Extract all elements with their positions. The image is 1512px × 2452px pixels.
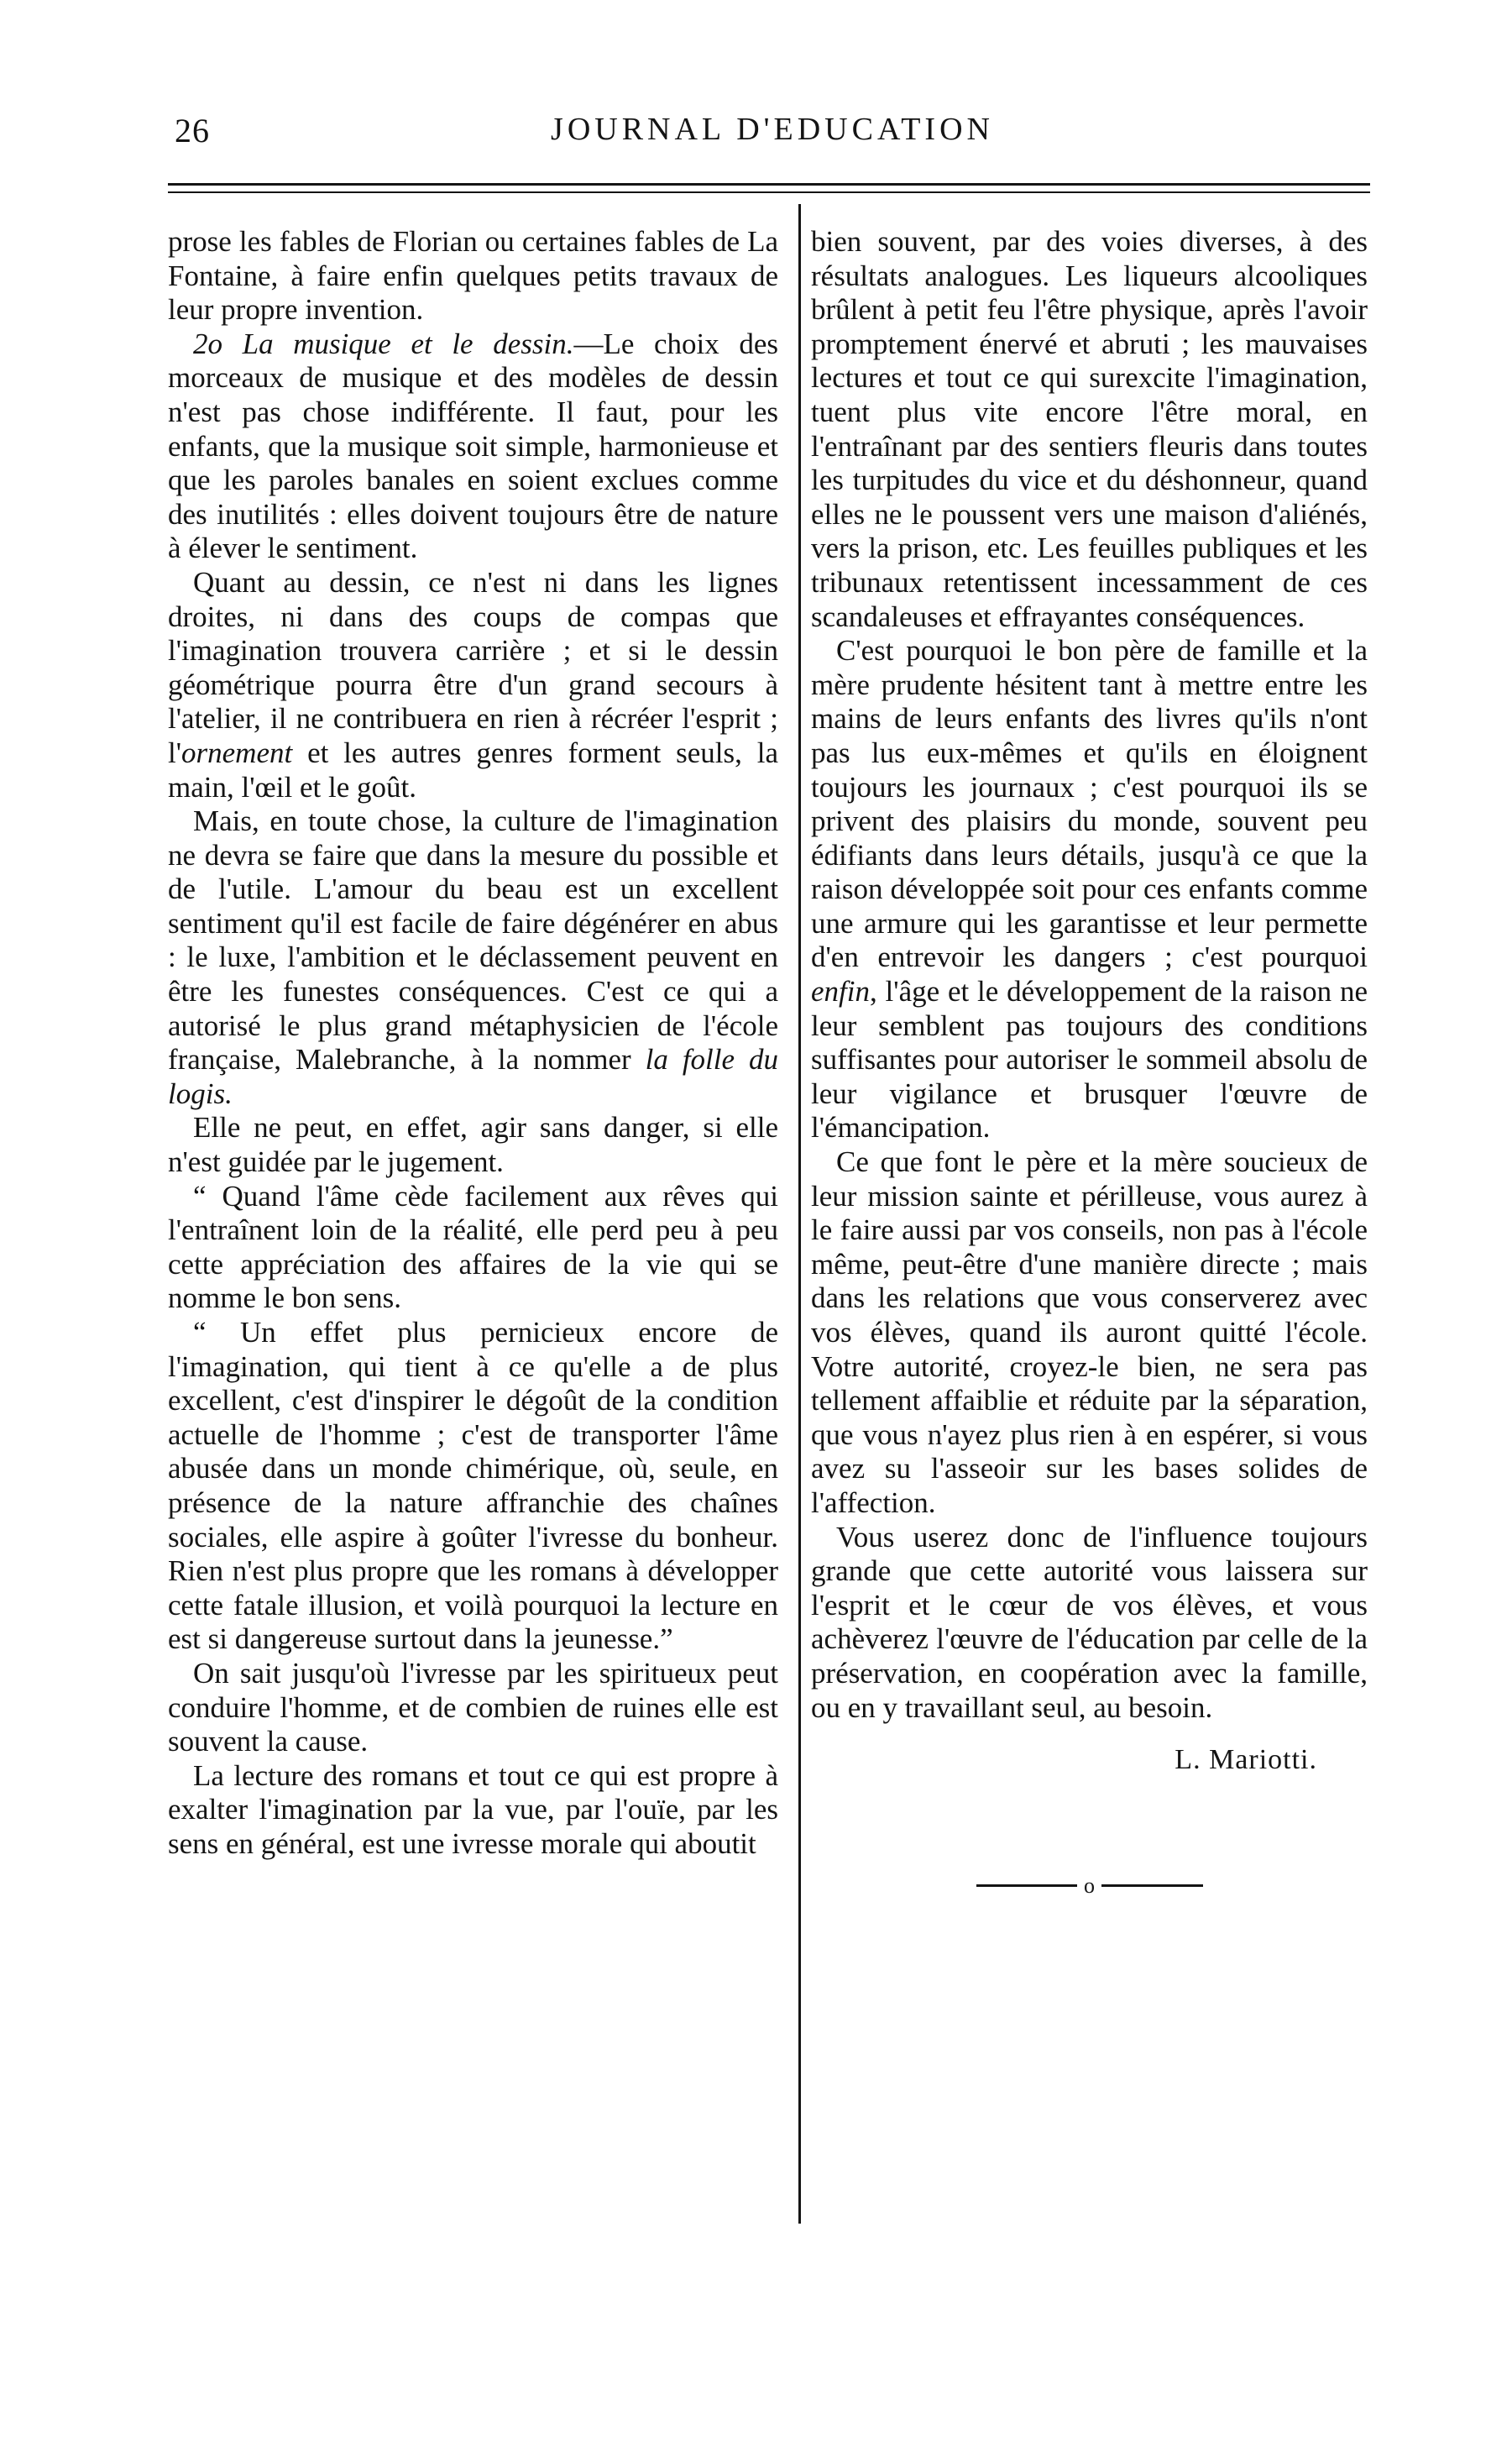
column-divider: [798, 204, 801, 2224]
right-column: [811, 225, 1368, 1897]
left-paragraph-3: [168, 566, 778, 804]
right-paragraph-2-text-b: , l'âge et le développement de la raison ne leur semblent pas toujours des conditions suffisantes pour autoriser le sommeil absolu de leur vigilance et brusquer l'œuvre de l'émancipation.: [811, 975, 1368, 1145]
left-paragraph-5: Elle ne peut, en effet, agir sans danger, si elle n'est guidée par le jugement.: [168, 1111, 778, 1179]
left-paragraph-2-text: —Le choix des morceaux de musique et des modèles de dessin n'est pas chose indifférente. Il faut, pour les enfants, que la musique soit simple, harmonieuse et que les paroles banales en soient exclues comme des inutilités : elles doivent toujours être de nature à élever le sentiment.: [168, 327, 779, 565]
right-paragraph-3: Ce que font le père et la mère soucieux de leur mission sainte et périlleuse, vous aurez à le faire aussi par vos conseils, non pas à l'école même, peut-être d'une manière directe ; mais dans les relations que vous conserverez avec vos élèves, quand ils auront quitté l'école. Votre autorité, croyez-le bien, ne sera pas tellement affaiblie et réduite par la séparation, que vous n'ayez plus rien à en espérer, si vous avez su l'asseoir sur les bases solides de l'affection.: [811, 1145, 1368, 1519]
page-header: [168, 111, 1377, 161]
left-paragraph-9: La lecture des romans et tout ce qui est propre à exalter l'imagination par la vue, par l'ouïe, par les sens en général, est une ivresse morale qui aboutit: [168, 1758, 778, 1860]
separator-mark: o: [1084, 1873, 1095, 1898]
left-paragraph-3-text-b: et les autres genres forment seuls, la main, l'œil et le goût.: [168, 736, 778, 804]
section-heading-music-drawing: 2o La musique et le dessin.: [193, 327, 574, 360]
header-rule-bottom: [168, 191, 1370, 193]
left-paragraph-1: prose les fables de Florian ou certaines fables de La Fontaine, à faire enfin quelques petits travaux de leur propre invention.: [168, 225, 778, 327]
left-paragraph-3-emphasis: ornement: [181, 736, 293, 769]
left-column: [168, 225, 778, 1862]
running-title: JOURNAL D'EDUCATION: [551, 112, 994, 147]
separator-line-right: [1101, 1884, 1203, 1887]
left-paragraph-3-text-a: Quant au dessin, ce n'est ni dans les lignes droites, ni dans des coups de compas que l'imagination trouvera carrière ; et si le dessin géométrique pourra être d'un grand secours à l'atelier, il ne contribuera en rien à récréer l'esprit ; l': [168, 565, 778, 769]
left-paragraph-4: [168, 804, 778, 1111]
header-rule-top: [168, 183, 1370, 186]
right-paragraph-4: Vous userez donc de l'influence toujours grande que cette autorité vous laissera sur l'esprit et le cœur de vos élèves, et vous achèverez l'œuvre de l'éducation par celle de la préservation, en coopération avec la famille, ou en y travaillant seul, au besoin.: [811, 1520, 1368, 1724]
separator-line-left: [976, 1884, 1078, 1887]
left-paragraph-8: On sait jusqu'où l'ivresse par les spiritueux peut conduire l'homme, et de combien de ruines elle est souvent la cause.: [168, 1656, 778, 1758]
left-paragraph-4-text: Mais, en toute chose, la culture de l'imagination ne devra se faire que dans la mesure du possible et de l'utile. L'amour du beau est un excellent sentiment qu'il est facile de faire dégénérer en abus : le luxe, l'ambition et le déclassement peuvent en être les funestes conséquences. C'est ce qui a autorisé le plus grand métaphysicien de l'école française, Malebranche, à la nommer: [168, 804, 778, 1077]
right-paragraph-2: [811, 634, 1368, 1145]
left-paragraph-4-emphasis: la folle du logis.: [168, 1043, 778, 1110]
left-paragraph-7: “ Un effet plus pernicieux encore de l'imagination, qui tient à ce qu'elle a de plus excellent, c'est d'inspirer le dégoût de la condition actuelle de l'homme ; c'est de transporter l'âme abusée dans un monde chimérique, où, seule, en présence de la nature affranchie des chaînes sociales, elle aspire à goûter l'ivresse du bonheur. Rien n'est plus propre que les romans à développer cette fatale illusion, et voilà pourquoi la lecture en est si dangereuse surtout dans la jeunesse.”: [168, 1316, 778, 1656]
author-signature: L. Mariotti.: [1175, 1744, 1317, 1776]
page-number: 26: [175, 112, 210, 149]
section-separator: [976, 1875, 1203, 1897]
left-paragraph-2: [168, 327, 778, 566]
right-paragraph-1: bien souvent, par des voies diverses, à des résultats analogues. Les liqueurs alcooliques brûlent à petit feu l'être physique, après l'avoir promptement énervé et abruti ; les mauvaises lectures et tout ce qui surexcite l'imagination, tuent plus vite encore l'être moral, en l'entraînant par des sentiers fleuris dans toutes les turpitudes du vice et du déshonneur, quand elles ne le poussent vers une maison d'aliénés, vers la prison, etc. Les feuilles publiques et les tribunaux retentissent incessamment de ces scandaleuses et effrayantes conséquences.: [811, 225, 1368, 633]
right-paragraph-2-text-a: C'est pourquoi le bon père de famille et la mère prudente hésitent tant à mettre entre les mains de leurs enfants des livres qu'ils n'ont pas lus eux-mêmes et qu'ils en éloignent toujours les journaux ; c'est pourquoi ils se privent des plaisirs du monde, souvent peu édifiants dans leurs détails, jusqu'à ce que la raison développée soit pour ces enfants comme une armure qui les garantisse et leur permette d'en entrevoir les dangers ; c'est pourquoi: [811, 634, 1368, 974]
left-paragraph-6: “ Quand l'âme cède facilement aux rêves qui l'entraînent loin de la réalité, elle perd peu à peu cette appréciation des affaires de la vie qui se nomme le bon sens.: [168, 1179, 778, 1315]
right-paragraph-2-emphasis: enfin: [811, 975, 870, 1009]
